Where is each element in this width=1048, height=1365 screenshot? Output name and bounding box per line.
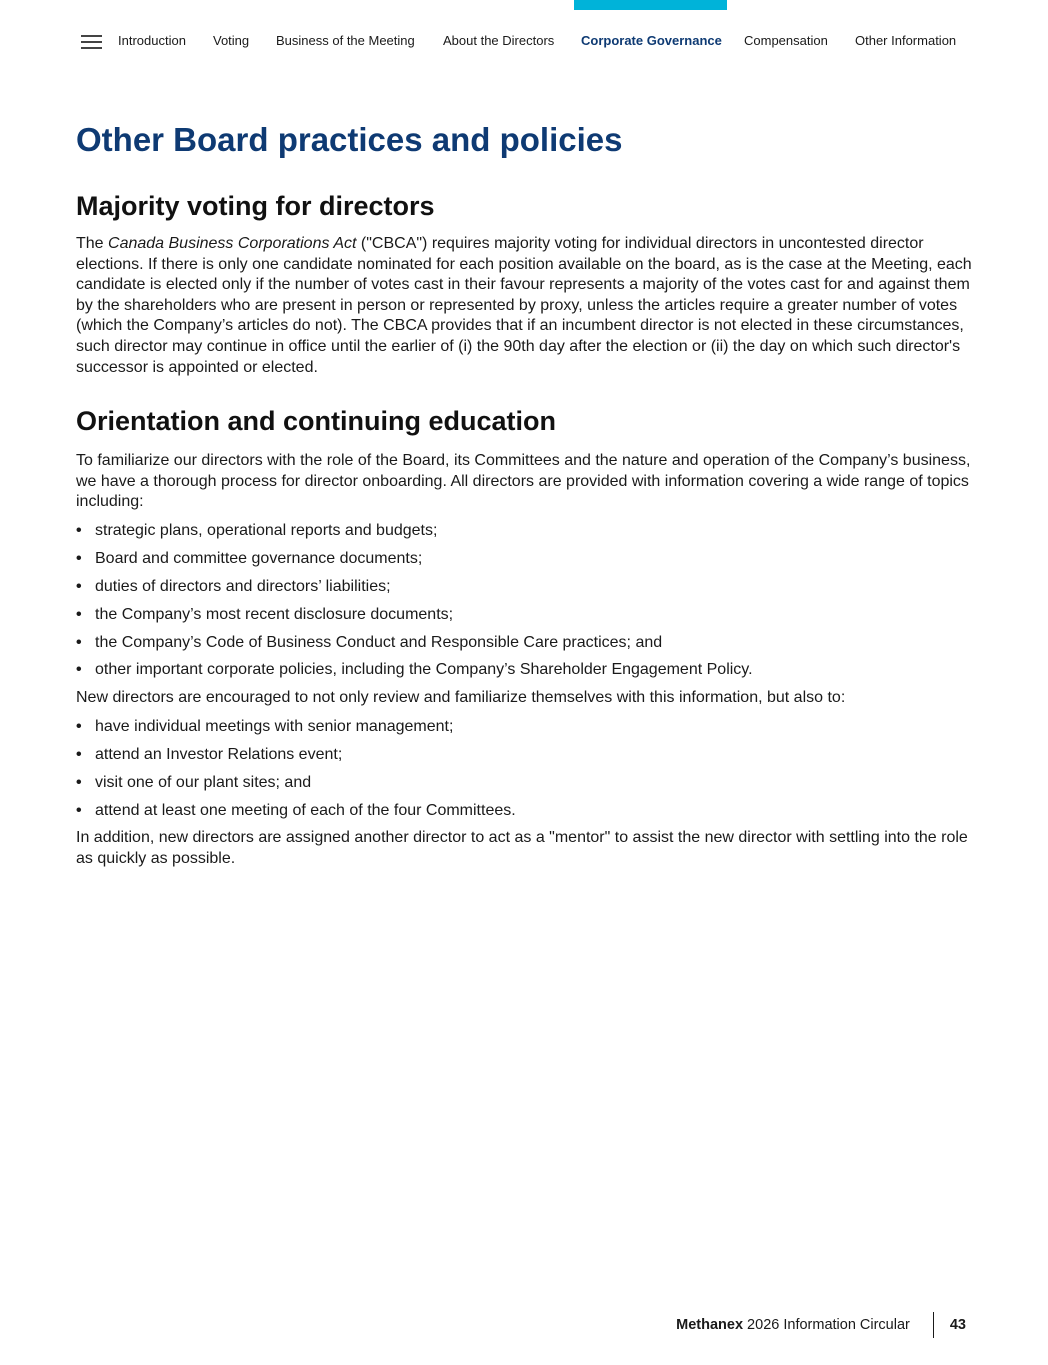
active-tab-indicator — [574, 0, 727, 10]
paragraph-text: ("CBCA") requires majority voting for individual directors in uncontested director elections. If there is only one candidate nominated for each position available on the board, as is the case at the Meeting, each candidate is elected only if the number of votes cast in their favour represents a majority of the votes cast for and against them by the shareholders who are present in person or represented by proxy, unless the articles require a greater number of votes (which the Company’s articles do not). The CBCA provides that if an incumbent director is not elected in these circumstances, such director may continue in office until the earlier of (i) the 90th day after the election or (ii) the day on which such director's successor is appointed or elected. — [76, 235, 972, 376]
list-item: • strategic plans, operational reports and budgets; — [76, 521, 972, 542]
page-number: 43 — [949, 1317, 966, 1333]
list-item: • attend at least one meeting of each of the four Committees. — [76, 801, 972, 822]
nav-corporate-governance[interactable]: Corporate Governance — [581, 33, 722, 48]
paragraph-text: The — [76, 235, 109, 252]
list-item: • the Company’s Code of Business Conduct and Responsible Care practices; and — [76, 633, 972, 654]
hamburger-menu-icon[interactable] — [81, 35, 102, 49]
nav-introduction[interactable]: Introduction — [118, 33, 186, 48]
nav-about-the-directors[interactable]: About the Directors — [443, 33, 555, 48]
list-item: • other important corporate policies, including the Company’s Shareholder Engagement Policy. — [76, 660, 972, 681]
page-footer — [676, 1312, 966, 1338]
main-content — [76, 118, 972, 870]
encouraged-paragraph: New directors are encouraged to not only review and familiarize themselves with this information, but also to: — [76, 689, 846, 707]
list-item: • visit one of our plant sites; and — [76, 773, 972, 794]
nav-business-of-the-meeting[interactable]: Business of the Meeting — [276, 33, 415, 48]
footer-doc-title: 2026 Information Circular — [743, 1317, 910, 1333]
nav-other-information[interactable]: Other Information — [855, 33, 957, 48]
footer-divider — [933, 1312, 934, 1338]
nav-voting[interactable]: Voting — [213, 33, 250, 48]
list-item: • attend an Investor Relations event; — [76, 745, 972, 766]
section-heading-orientation: Orientation and continuing education — [76, 406, 556, 437]
majority-voting-paragraph — [76, 234, 972, 378]
act-name: Canada Business Corporations Act — [108, 235, 357, 252]
list-item: • the Company’s most recent disclosure documents; — [76, 605, 972, 626]
page-title: Other Board practices and policies — [76, 121, 623, 158]
actions-list — [76, 717, 972, 821]
orientation-section — [76, 403, 972, 869]
nav-compensation[interactable]: Compensation — [744, 33, 828, 48]
mentor-paragraph: In addition, new directors are assigned another director to act as a "mentor" to assist the new director with settling into the role as quickly as possible. — [76, 829, 968, 868]
topics-list — [76, 521, 972, 681]
list-item: • Board and committee governance documents; — [76, 549, 972, 570]
list-item: • duties of directors and directors’ liabilities; — [76, 577, 972, 598]
majority-voting-section — [76, 188, 972, 378]
footer-brand: Methanex — [676, 1317, 744, 1333]
section-heading-majority-voting: Majority voting for directors — [76, 191, 435, 221]
list-item: • have individual meetings with senior management; — [76, 717, 972, 738]
top-navigation — [0, 32, 1048, 52]
orientation-intro: To familiarize our directors with the role of the Board, its Committees and the nature and operation of the Company’s business, we have a thorough process for director onboarding. All directors are provided with information covering a wide range of topics including: — [76, 452, 971, 511]
